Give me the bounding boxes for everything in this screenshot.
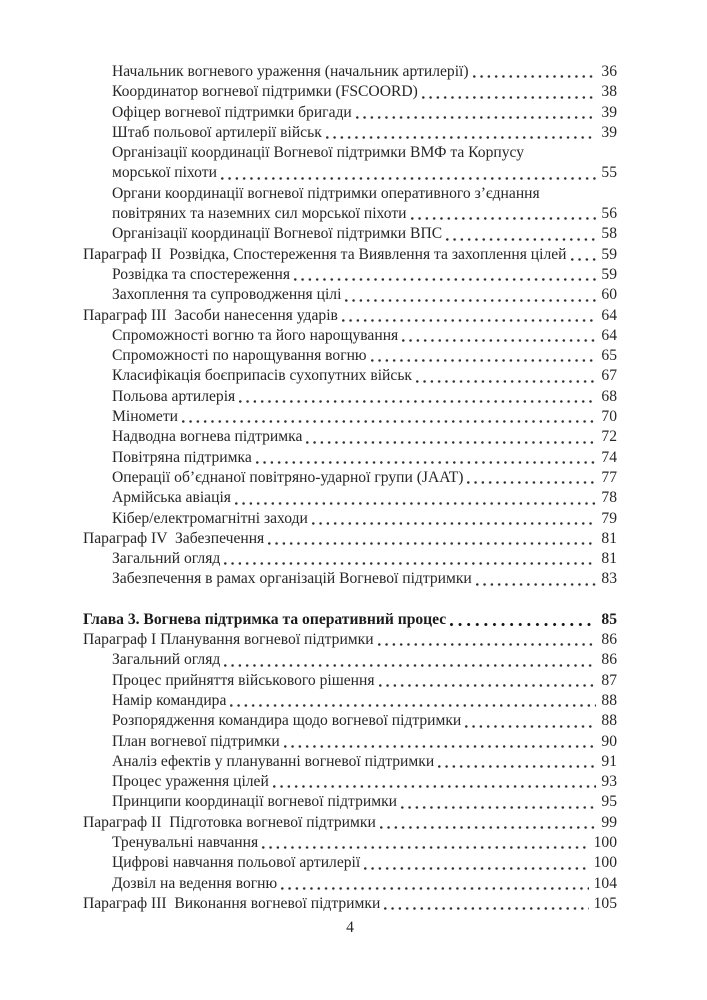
toc-page-number: 60	[601, 286, 617, 304]
toc-entry-title: Класифікація боєприпасів сухопутних військ	[112, 367, 413, 385]
toc-page-number: 86	[601, 631, 617, 649]
toc-leader-dots	[182, 407, 596, 427]
page-number-footer	[83, 918, 617, 938]
toc-leader-dots	[312, 509, 597, 529]
toc-entry-title: Принципи координації вогневої підтримки	[112, 793, 397, 811]
toc-page-number: 81	[601, 529, 617, 547]
toc-entry	[83, 407, 617, 427]
toc-entry	[83, 732, 617, 752]
toc-page-number: 100	[593, 854, 617, 872]
toc-entry-title: Кібер/електромагнітні заходи	[112, 509, 308, 527]
toc-leader-dots	[467, 468, 596, 488]
toc-leader-dots	[450, 610, 596, 630]
toc-leader-dots	[268, 529, 596, 549]
toc-page-number: 93	[601, 773, 617, 791]
toc-entry-title: Аналіз ефектів у плануванні вогневої підтримки	[112, 752, 435, 770]
toc-page-number: 70	[601, 408, 617, 426]
toc-entry-title: Забезпечення в рамах організацій Вогневої підтримки	[112, 570, 472, 588]
footer-page-number: 4	[346, 919, 354, 936]
toc-leader-dots	[402, 326, 596, 346]
toc-entry	[83, 549, 617, 569]
toc-page-number: 104	[593, 874, 617, 892]
toc-leader-dots	[422, 82, 597, 102]
toc-page-number: 59	[601, 265, 617, 283]
toc-leader-dots	[473, 62, 597, 82]
toc-leader-dots	[224, 549, 596, 569]
toc-page-number: 36	[601, 63, 617, 80]
toc-leader-dots	[342, 306, 597, 326]
toc-entry	[83, 569, 617, 589]
toc-leader-dots	[378, 630, 597, 650]
toc-entry-title: Цифрові навчання польової артилерії	[112, 854, 361, 872]
toc-leader-dots	[262, 833, 588, 853]
toc-leader-dots	[438, 752, 596, 772]
toc-entry	[83, 772, 617, 792]
toc-entry-title: Захоплення та супроводження цілі	[112, 286, 342, 304]
toc-page-number: 90	[601, 732, 617, 750]
toc-entry-title: Органи координації вогневої підтримки оперативного з’єднання	[112, 184, 540, 202]
toc-entry-title: повітряних та наземних сил морської піхоти	[112, 205, 407, 223]
toc-leader-dots	[306, 427, 596, 447]
toc-page-number: 74	[601, 448, 617, 466]
toc-entry-title: Тренувальні навчання	[112, 833, 259, 851]
toc-page-number: 39	[601, 123, 617, 141]
toc-entry-title: Операції об’єднаної повітряно-ударної групи (JAAT)	[112, 468, 464, 486]
toc-page-number: 39	[601, 103, 617, 121]
toc-entry-title: Організації координації Вогневої підтримки ВПС	[112, 225, 443, 243]
toc-page-number: 77	[601, 468, 617, 486]
toc-page-number: 64	[601, 326, 617, 344]
toc-page-number: 88	[601, 691, 617, 709]
toc-leader-dots	[284, 732, 597, 752]
toc-page-number: 81	[601, 550, 617, 568]
toc-entry-title: Дозвіл на ведення вогню	[112, 874, 278, 892]
toc-leader-dots	[294, 265, 596, 285]
toc-page-number: 83	[601, 570, 617, 588]
toc-page-number: 59	[601, 245, 617, 263]
toc-entry	[83, 874, 617, 894]
toc-entry	[83, 509, 617, 529]
toc-page-number: 58	[601, 225, 617, 243]
toc-entry	[83, 448, 617, 468]
toc-entry	[83, 265, 617, 285]
toc-entry	[83, 792, 617, 812]
toc-entry-title: Розпорядження командира щодо вогневої підтримки	[112, 712, 462, 730]
toc-entry	[83, 752, 617, 772]
toc-entry	[83, 671, 617, 691]
toc-page-number: 55	[601, 164, 617, 182]
toc-entry	[83, 711, 617, 731]
toc-leader-dots	[364, 853, 588, 873]
toc-leader-dots	[380, 813, 597, 833]
toc-leader-dots	[371, 346, 597, 366]
toc-entry	[83, 691, 617, 711]
toc-entry-title: Координатор вогневої підтримки (FSCOORD)	[112, 83, 418, 101]
toc-entry	[83, 529, 617, 549]
toc-entry-title: Параграф II Розвідка, Спостереження та Виявлення та захоплення цілей	[83, 245, 567, 263]
toc-leader-dots	[235, 488, 596, 508]
toc-page-number: 88	[601, 712, 617, 730]
toc-entry-title: Спроможності вогню та його нарощування	[112, 326, 399, 344]
toc-leader-dots	[224, 650, 596, 670]
toc-entry	[83, 62, 617, 82]
toc-page-number: 86	[601, 651, 617, 669]
toc-entry-title: Міномети	[112, 408, 178, 426]
toc-entry	[83, 833, 617, 853]
table-of-contents	[83, 62, 617, 914]
toc-leader-dots	[379, 671, 597, 691]
toc-entry	[83, 468, 617, 488]
toc-page-number: 64	[601, 306, 617, 324]
toc-entry	[83, 103, 617, 123]
toc-entry-title: План вогневої підтримки	[112, 732, 280, 750]
toc-entry-title: Параграф IV Забезпечення	[83, 529, 265, 547]
toc-leader-dots	[416, 366, 596, 386]
toc-entry-title: Офіцер вогневої підтримки бригади	[112, 103, 352, 121]
toc-page-number: 99	[601, 813, 617, 831]
toc-entry-title: Надводна вогнева підтримка	[112, 428, 303, 446]
toc-leader-dots	[230, 691, 596, 711]
toc-page-number: 78	[601, 489, 617, 507]
toc-leader-dots	[221, 163, 596, 183]
toc-page-number: 38	[601, 83, 617, 101]
toc-entry	[83, 163, 617, 183]
toc-entry-title: Повітряна підтримка	[112, 448, 252, 466]
toc-page-number: 67	[601, 367, 617, 385]
toc-entry-title: Процес ураження цілей	[112, 773, 269, 791]
toc-entry-title: Розвідка та спостереження	[112, 265, 291, 283]
toc-leader-dots	[384, 894, 588, 914]
toc-leader-dots	[326, 123, 597, 143]
toc-page-number: 56	[601, 205, 617, 223]
toc-entry-title: Організації координації Вогневої підтримки ВМФ та Корпусу	[112, 144, 525, 162]
toc-page-number: 79	[601, 509, 617, 527]
toc-entry	[83, 184, 617, 204]
toc-page-number: 100	[593, 833, 617, 851]
toc-leader-dots	[345, 285, 596, 305]
toc-entry-title: Армійська авіація	[112, 489, 231, 507]
toc-leader-dots	[256, 448, 597, 468]
toc-entry-title: Намір командира	[112, 691, 227, 709]
toc-entry-title: Процес прийняття військового рішення	[112, 671, 375, 689]
toc-page-number: 95	[601, 793, 617, 811]
toc-entry	[83, 143, 617, 163]
toc-entry	[83, 346, 617, 366]
toc-entry	[83, 853, 617, 873]
toc-entry-title: Спроможності по нарощування вогню	[112, 347, 367, 365]
toc-entry-title: морської піхоти	[112, 164, 217, 182]
toc-entry	[83, 224, 617, 244]
toc-entry	[83, 813, 617, 833]
toc-entry	[83, 245, 617, 265]
toc-entry-title: Польова артилерія	[112, 387, 236, 405]
toc-entry-title: Загальний огляд	[112, 651, 221, 669]
toc-page-number: 72	[601, 428, 617, 446]
toc-chapter-entry	[83, 610, 617, 630]
toc-entry	[83, 204, 617, 224]
toc-page-number: 85	[601, 610, 617, 628]
toc-entry-title: Штаб польової артилерії військ	[112, 123, 322, 141]
toc-entry	[83, 82, 617, 102]
toc-entry	[83, 427, 617, 447]
toc-entry	[83, 366, 617, 386]
toc-leader-dots	[476, 569, 597, 589]
toc-entry	[83, 326, 617, 346]
toc-entry-title: Параграф I Планування вогневої підтримки	[83, 631, 374, 649]
toc-page-number: 105	[593, 894, 617, 912]
toc-entry	[83, 630, 617, 650]
toc-leader-dots	[401, 792, 596, 812]
toc-entry-title: Параграф II Підготовка вогневої підтримки	[83, 813, 376, 831]
toc-entry	[83, 387, 617, 407]
toc-leader-dots	[239, 387, 596, 407]
toc-leader-dots	[356, 103, 597, 123]
toc-page-number: 87	[601, 671, 617, 689]
toc-entry-title: Глава 3. Вогнева підтримка та оперативний процес	[83, 610, 447, 628]
toc-entry	[83, 285, 617, 305]
toc-entry-title: Параграф III Виконання вогневої підтримки	[83, 894, 381, 912]
toc-entry	[83, 123, 617, 143]
toc-entry	[83, 894, 617, 914]
toc-leader-dots	[281, 874, 588, 894]
toc-entry	[83, 650, 617, 670]
toc-entry-title: Параграф III Засоби нанесення ударів	[83, 306, 338, 324]
toc-entry	[83, 306, 617, 326]
toc-entry-title: Загальний огляд	[112, 550, 221, 568]
toc-leader-dots	[446, 224, 596, 244]
toc-entry-title: Начальник вогневого ураження (начальник артилерії)	[112, 63, 469, 80]
toc-leader-dots	[571, 245, 597, 265]
toc-page-number: 68	[601, 387, 617, 405]
toc-page-number: 65	[601, 347, 617, 365]
toc-leader-dots	[411, 204, 597, 224]
toc-leader-dots	[273, 772, 597, 792]
toc-page-number: 91	[601, 752, 617, 770]
toc-entry	[83, 488, 617, 508]
toc-leader-dots	[465, 711, 596, 731]
